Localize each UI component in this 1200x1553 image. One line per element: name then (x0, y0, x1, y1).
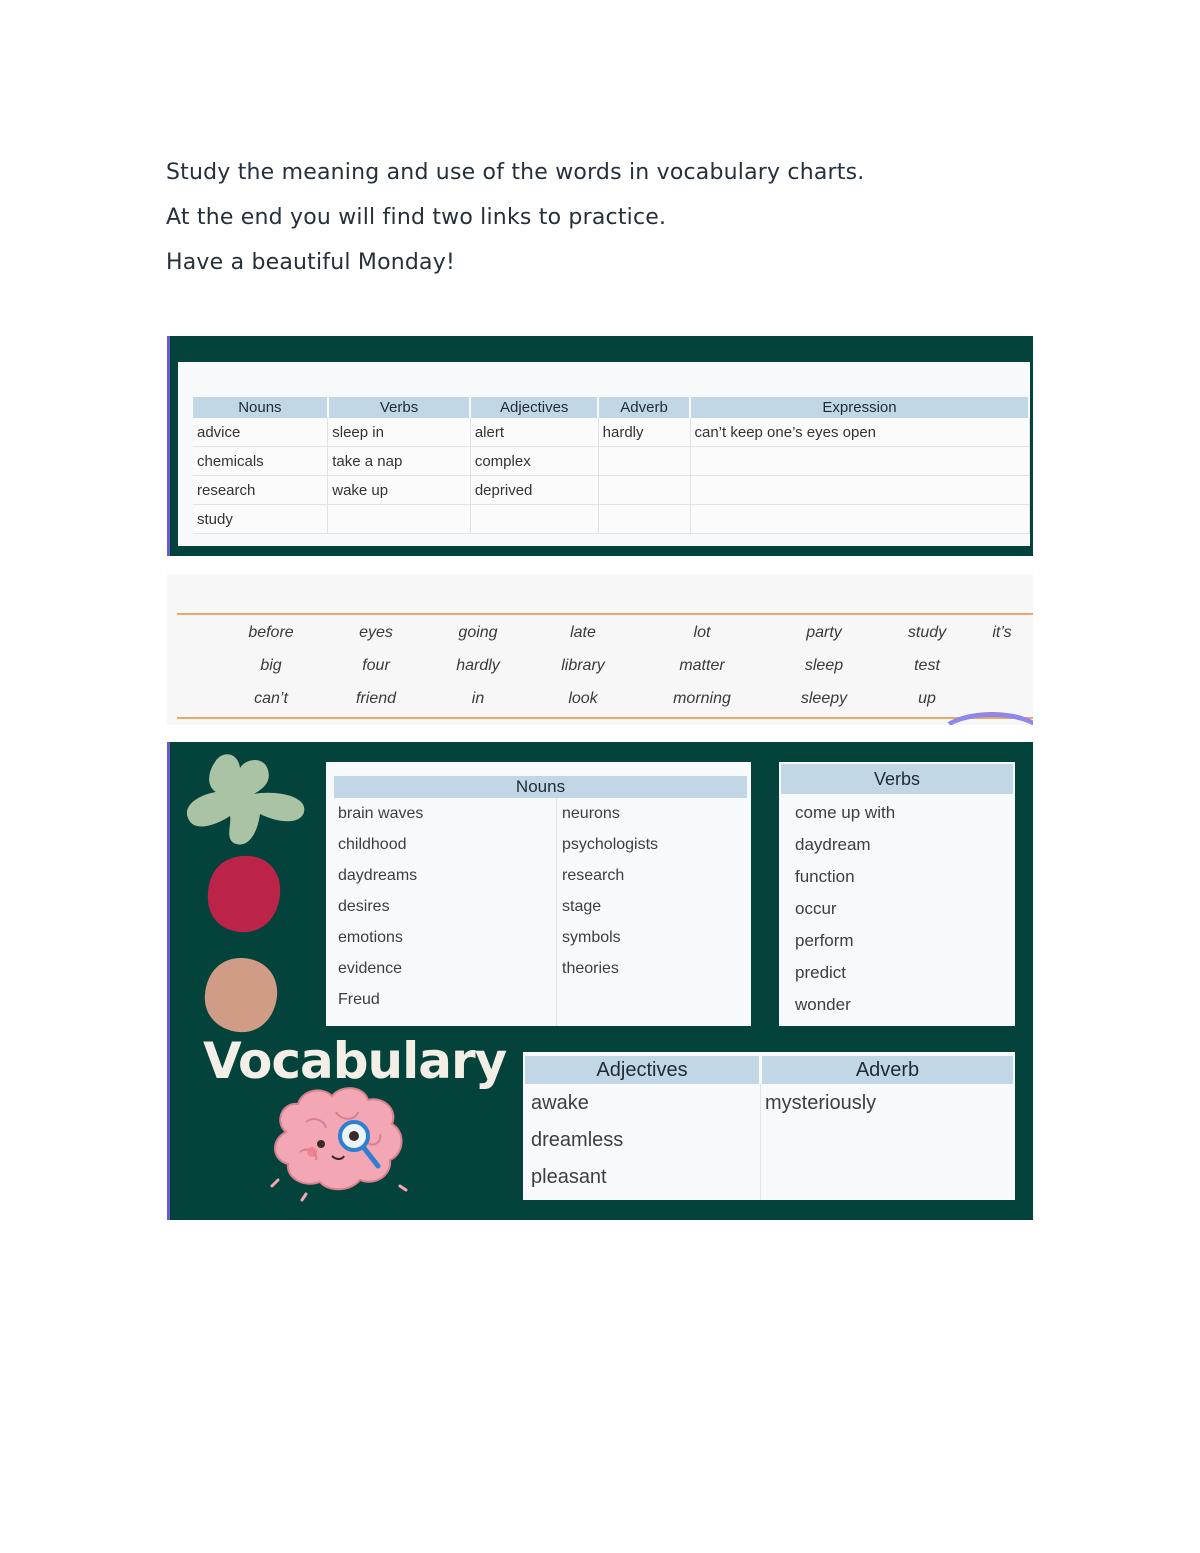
noun-item: brain waves (338, 805, 424, 822)
noun-item: theories (562, 960, 619, 977)
table-cell: deprived (470, 476, 598, 505)
word-bank-item: morning (673, 690, 731, 707)
table-row (193, 476, 1029, 505)
table-cell (690, 505, 1029, 534)
verb-item: predict (795, 963, 847, 982)
vocab-table (193, 397, 1030, 534)
word-bank-item: can’t (254, 690, 288, 707)
verb-item: daydream (795, 835, 871, 854)
verbs-header: Verbs (781, 764, 1013, 794)
noun-item: research (562, 867, 625, 884)
red-blob-icon (204, 854, 284, 936)
word-bank-item: up (918, 690, 936, 707)
noun-item: evidence (338, 960, 403, 977)
leaf-blob-icon (180, 750, 310, 850)
table-row (193, 418, 1029, 447)
table-cell (328, 505, 471, 534)
header-adjectives: Adjectives (470, 397, 598, 418)
word-bank-item: it’s (992, 624, 1012, 641)
adjective-item: awake (531, 1092, 589, 1114)
intro-line-2: At the end you will find two links to practice. (166, 205, 667, 230)
header-expression: Expression (690, 397, 1029, 418)
vocabulary-title: Vocabulary (203, 1032, 507, 1090)
table-cell: advice (193, 418, 328, 447)
verb-item: occur (795, 899, 837, 918)
noun-item: Freud (338, 991, 380, 1008)
table-cell: wake up (328, 476, 471, 505)
divider-bottom (177, 717, 1033, 719)
chart-sheet (178, 362, 1030, 546)
adverb-header: Adverb (762, 1056, 1013, 1084)
word-bank-item: library (561, 657, 605, 674)
word-bank-item: late (570, 624, 596, 641)
noun-item: symbols (562, 929, 621, 946)
verb-item: come up with (795, 803, 896, 822)
vocab-chart-2 (167, 742, 1033, 1220)
word-bank-item: test (914, 657, 940, 674)
divider-top (177, 613, 1033, 615)
noun-item: emotions (338, 929, 403, 946)
word-bank-item: in (471, 690, 485, 707)
table-cell (470, 505, 598, 534)
table-cell: take a nap (328, 447, 471, 476)
header-adverb: Adverb (598, 397, 690, 418)
table-cell: hardly (598, 418, 690, 447)
table-cell (598, 505, 690, 534)
table-cell (690, 476, 1029, 505)
word-bank-item: friend (355, 690, 397, 707)
adjectives-header: Adjectives (525, 1056, 759, 1084)
nouns-header: Nouns (334, 776, 747, 798)
word-bank-item: big (260, 657, 282, 674)
table-cell (598, 476, 690, 505)
intro-line-3: Have a beautiful Monday! (166, 250, 455, 275)
table-row (193, 447, 1029, 476)
table-cell (598, 447, 690, 476)
word-bank-item: lot (693, 624, 711, 641)
table-cell: alert (470, 418, 598, 447)
table-header-row (193, 397, 1029, 418)
noun-item: desires (338, 898, 390, 915)
header-nouns: Nouns (193, 397, 328, 418)
column-divider (556, 798, 557, 1026)
adjective-item: pleasant (531, 1166, 607, 1188)
noun-item: psychologists (562, 836, 659, 853)
adverb-item: mysteriously (765, 1092, 877, 1114)
tan-blob-icon (201, 956, 281, 1036)
word-bank-item: study (907, 624, 947, 641)
word-bank-item: sleep (804, 657, 844, 674)
table-cell: can’t keep one’s eyes open (690, 418, 1029, 447)
word-bank-item: eyes (359, 624, 393, 641)
table-cell: complex (470, 447, 598, 476)
word-bank-item: sleepy (800, 690, 848, 707)
word-bank-item: look (568, 690, 598, 707)
table-cell: study (193, 505, 328, 534)
table-cell: sleep in (328, 418, 471, 447)
verb-item: perform (795, 931, 854, 950)
intro-line-1: Study the meaning and use of the words in vocabulary charts. (166, 160, 865, 185)
word-bank-item: four (362, 657, 390, 674)
adjectives-adverb-box (523, 1052, 1015, 1200)
word-bank-item: going (458, 624, 498, 641)
word-bank-item: before (248, 624, 294, 641)
noun-item: daydreams (338, 867, 418, 884)
verbs-box (779, 762, 1015, 1026)
noun-item: stage (562, 898, 602, 915)
noun-item: neurons (562, 805, 620, 822)
nouns-box (326, 762, 751, 1026)
noun-item: childhood (338, 836, 407, 853)
header-verbs: Verbs (328, 397, 471, 418)
verb-item: function (795, 867, 855, 886)
word-bank-item: matter (679, 657, 725, 674)
word-bank-item: hardly (456, 657, 500, 674)
word-bank (167, 574, 1033, 725)
table-cell (690, 447, 1029, 476)
brain-mascot-icon (266, 1082, 412, 1202)
word-bank-item: party (806, 624, 842, 641)
table-cell: chemicals (193, 447, 328, 476)
intro-text (166, 150, 864, 285)
adjective-item: dreamless (531, 1129, 624, 1151)
column-divider (760, 1084, 761, 1200)
table-row (193, 505, 1029, 534)
vocab-chart-1 (167, 336, 1033, 556)
table-cell: research (193, 476, 328, 505)
verb-item: wonder (795, 995, 851, 1014)
